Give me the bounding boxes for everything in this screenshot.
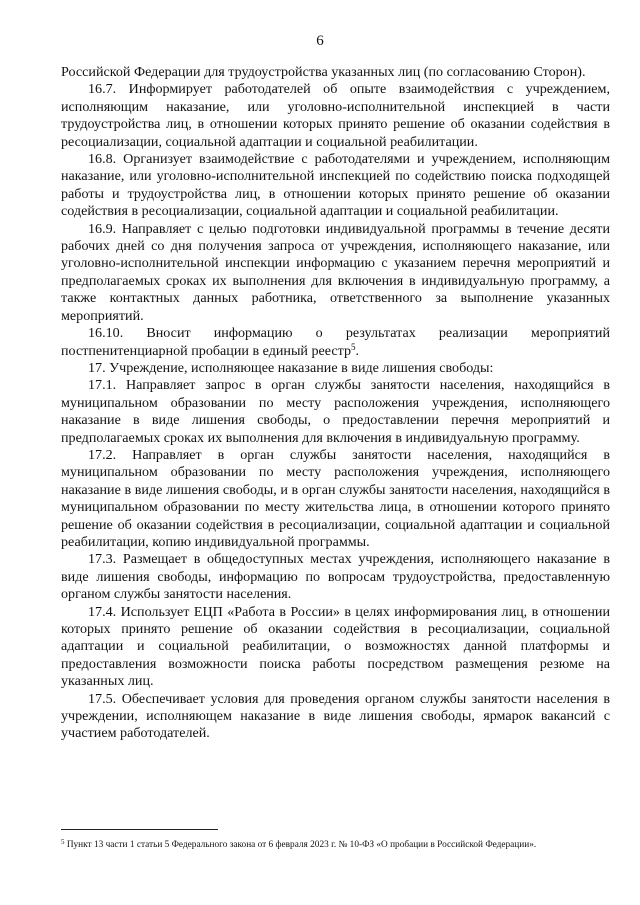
page-number: 6: [316, 33, 324, 49]
paragraph-17-5: 17.5. Обеспечивает условия для проведения органом службы занятости населения в учреждении, исполняющем наказание в виде лишения свободы, ярмарок вакансий с участием работодателей.: [61, 690, 610, 742]
paragraph-16-10: [61, 325, 610, 360]
paragraph-17-4: 17.4. Использует ЕЦП «Работа в России» в целях информирования лиц, в отношении которых принято решение об оказании содействия в ресоциализации, социальной адаптации и социальной реабилитации, о возможностях данной платформы и предоставления возможности поиска работы посредством размещения резюме на указанных лиц.: [61, 603, 610, 690]
document-body: [61, 64, 610, 743]
paragraph-16-7: 16.7. Информирует работодателей об опыте взаимодействия с учреждением, исполняющим наказание, или уголовно-исполнительной инспекцией в части трудоустройства лиц, в отношении которых принято решение об оказании содействия в ресоциализации, социальной адаптации и социальной реабилитации.: [61, 81, 610, 150]
footnote: [61, 839, 621, 851]
paragraph-17-3: 17.3. Размещает в общедоступных местах учреждения, исполняющего наказание в виде лишения свободы, информацию по вопросам трудоустройства, предоставленную органом службы занятости населения.: [61, 551, 610, 603]
footnote-reference: 5: [351, 341, 356, 352]
paragraph-16-9: 16.9. Направляет с целью подготовки индивидуальной программы в течение десяти рабочих дней со дня получения запроса от учреждения, исполняющего наказание, или уголовно-исполнительной инспекции информацию с указанием перечня мероприятий и предполагаемых сроках их выполнения для включения в индивидуальную программу, а также контактных данных работника, ответственного за выполнение указанных мероприятий.: [61, 220, 610, 324]
paragraph-17-2: 17.2. Направляет в орган службы занятости населения, находящийся в муниципальном образовании по месту расположения учреждения, исполняющего наказание в виде лишения свободы, и в орган службы занятости населения, находящийся в муниципальном образовании по месту жительства лица, в отношении которого принято решение об оказании содействия в ресоциализации, социальной адаптации и социальной реабилитации, копию индивидуальной программы.: [61, 446, 610, 550]
footnote-marker: 5: [61, 838, 65, 846]
footnote-divider: [61, 829, 218, 830]
paragraph-17-1: 17.1. Направляет запрос в орган службы занятости населения, находящийся в муниципальном образовании по месту расположения учреждения, исполняющего наказание в виде лишения свободы, о предоставлении перечня мероприятий и предполагаемых сроках их выполнения для включения в индивидуальную программу.: [61, 377, 610, 446]
paragraph-16-10-text: 16.10. Вносит информацию о результатах реализации мероприятий постпенитенциарной пробации в единый реестр: [61, 325, 610, 359]
paragraph-17: 17. Учреждение, исполняющее наказание в виде лишения свободы:: [88, 359, 494, 376]
paragraph-16-10-end: .: [355, 342, 360, 359]
paragraph-16-8: 16.8. Организует взаимодействие с работодателями и учреждением, исполняющим наказание, или уголовно-исполнительной инспекцией по содействию поиска подходящей работы и трудоустройства лиц, в отношении которых принято решение об оказании содействия в ресоциализации, социальной адаптации и социальной реабилитации.: [61, 151, 610, 220]
paragraph-continuation: Российской Федерации для трудоустройства указанных лиц (по согласованию Сторон).: [61, 64, 586, 80]
footnote-text: Пункт 13 части 1 статьи 5 Федерального закона от 6 февраля 2023 г. № 10-ФЗ «О пробации в Российской Федерации».: [64, 840, 537, 850]
